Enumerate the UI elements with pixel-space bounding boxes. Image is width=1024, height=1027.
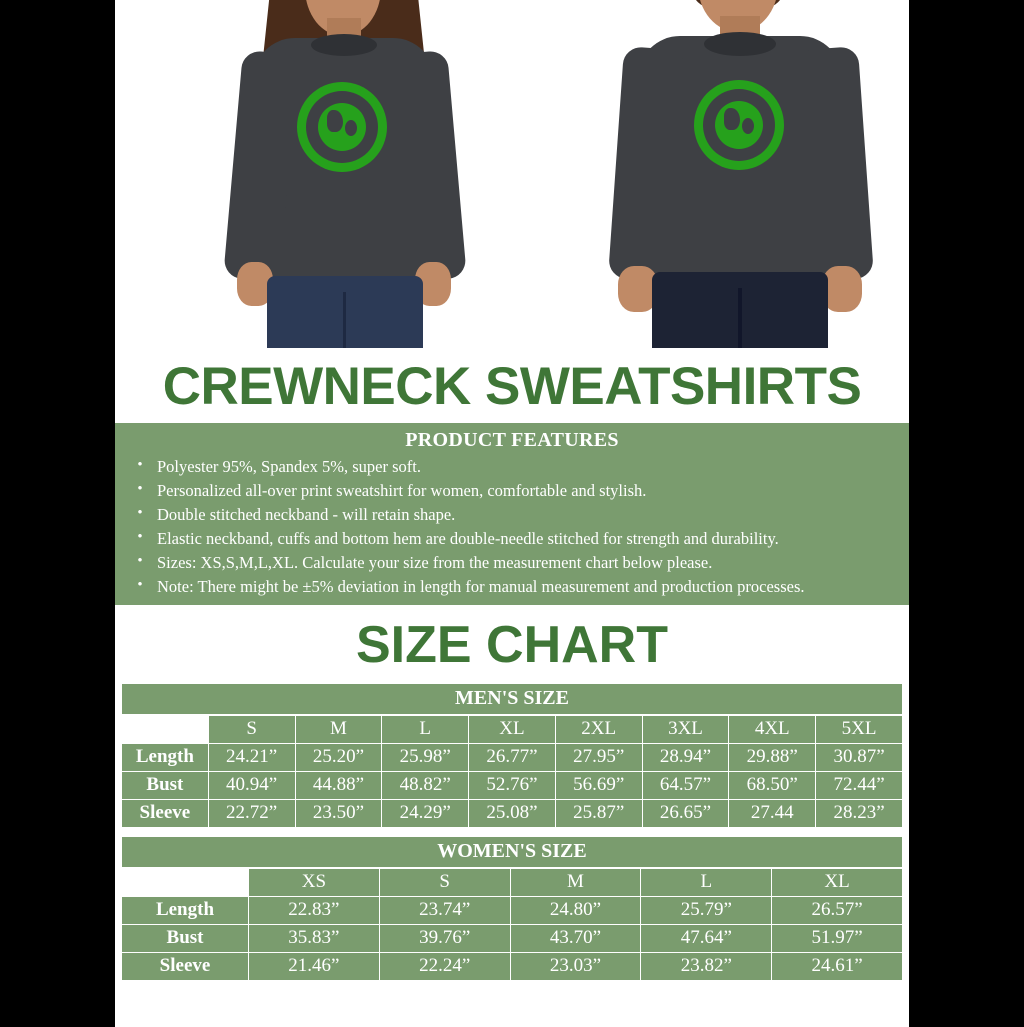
table-cell: 25.98”	[382, 743, 469, 771]
bullet-icon: •	[137, 480, 143, 497]
page-title: CREWNECK SWEATSHIRTS	[115, 348, 909, 423]
table-cell: 27.95”	[555, 743, 642, 771]
column-header: L	[641, 868, 772, 896]
table-cell: 24.61”	[772, 952, 903, 980]
feature-text: Sizes: XS,S,M,L,XL. Calculate your size from the measurement chart below please.	[157, 552, 713, 572]
table-cell: 26.77”	[469, 743, 556, 771]
model-woman-illustration	[115, 0, 512, 348]
column-header: XL	[469, 715, 556, 743]
table-cell: 52.76”	[469, 771, 556, 799]
table-cell: 24.21”	[208, 743, 295, 771]
table-cell: 22.24”	[379, 952, 510, 980]
table-cell: 23.03”	[510, 952, 641, 980]
feature-text: Personalized all-over print sweatshirt for women, comfortable and stylish.	[157, 480, 647, 500]
jeans-seam	[738, 288, 742, 348]
feature-item	[115, 479, 909, 503]
hand-right	[822, 266, 862, 312]
women-size-table	[121, 836, 903, 981]
feature-text: Polyester 95%, Spandex 5%, super soft.	[157, 457, 421, 476]
table-cell: 23.50”	[295, 799, 382, 827]
table-cell: 68.50”	[729, 771, 816, 799]
size-chart-title: SIZE CHART	[115, 605, 909, 683]
bullet-icon: •	[137, 528, 143, 545]
column-header: 4XL	[729, 715, 816, 743]
table-gap	[115, 828, 909, 836]
feature-item	[115, 455, 909, 479]
table-cell: 25.79”	[641, 896, 772, 924]
table-cell: 28.23”	[816, 799, 903, 827]
feature-item	[115, 503, 909, 527]
table-cell: 22.83”	[249, 896, 380, 924]
women-size-caption: WOMEN'S SIZE	[121, 836, 903, 868]
table-corner-cell	[122, 715, 209, 743]
men-size-table	[121, 683, 903, 828]
column-header: 3XL	[642, 715, 729, 743]
table-header-row	[122, 715, 903, 743]
table-cell: 30.87”	[816, 743, 903, 771]
row-header: Sleeve	[122, 952, 249, 980]
table-cell: 64.57”	[642, 771, 729, 799]
features-heading: PRODUCT FEATURES	[405, 429, 619, 451]
table-cell: 44.88”	[295, 771, 382, 799]
table-cell: 23.82”	[641, 952, 772, 980]
feature-item	[115, 527, 909, 551]
bullet-icon: •	[137, 576, 143, 593]
column-header: XS	[249, 868, 380, 896]
column-header: 5XL	[816, 715, 903, 743]
table-header-row	[122, 868, 903, 896]
bullet-icon: •	[137, 504, 143, 521]
logo-arc-text: L O V E T H E W O R L D	[303, 82, 387, 134]
row-header: Sleeve	[122, 799, 209, 827]
bottom-margin	[115, 981, 909, 1027]
table-cell: 47.64”	[641, 924, 772, 952]
logo-arc-text: L O V E T H E W O R L D	[700, 80, 784, 132]
photo-woman	[115, 0, 512, 348]
table-cell: 25.20”	[295, 743, 382, 771]
table-row	[122, 924, 903, 952]
table-cell: 21.46”	[249, 952, 380, 980]
column-header: XL	[772, 868, 903, 896]
table-corner-cell	[122, 868, 249, 896]
product-photos	[115, 0, 909, 348]
table-cell: 25.87”	[555, 799, 642, 827]
table-cell: 22.72”	[208, 799, 295, 827]
column-header: S	[208, 715, 295, 743]
table-cell: 29.88”	[729, 743, 816, 771]
table-cell: 24.29”	[382, 799, 469, 827]
feature-item	[115, 575, 909, 599]
table-row	[122, 771, 903, 799]
table-cell: 26.65”	[642, 799, 729, 827]
row-header: Bust	[122, 924, 249, 952]
table-row	[122, 952, 903, 980]
women-size-table-wrap	[115, 836, 909, 981]
table-cell: 56.69”	[555, 771, 642, 799]
table-cell: 28.94”	[642, 743, 729, 771]
feature-text: Double stitched neckband - will retain shape.	[157, 504, 456, 524]
table-row	[122, 799, 903, 827]
men-size-table-wrap	[115, 683, 909, 828]
table-cell: 35.83”	[249, 924, 380, 952]
poster-sheet	[115, 0, 909, 1024]
table-cell: 24.80”	[510, 896, 641, 924]
table-cell: 39.76”	[379, 924, 510, 952]
photo-man	[512, 0, 909, 348]
logo-love-the-world	[694, 80, 784, 170]
table-cell: 25.08”	[469, 799, 556, 827]
row-header: Length	[122, 896, 249, 924]
product-features-panel	[115, 423, 909, 605]
table-cell: 40.94”	[208, 771, 295, 799]
column-header: 2XL	[555, 715, 642, 743]
model-man-illustration	[512, 0, 909, 348]
column-header: L	[382, 715, 469, 743]
table-cell: 26.57”	[772, 896, 903, 924]
row-header: Bust	[122, 771, 209, 799]
feature-text: Elastic neckband, cuffs and bottom hem are double-needle stitched for strength and durability.	[157, 528, 779, 548]
feature-text: Note: There might be ±5% deviation in length for manual measurement and production processes.	[157, 576, 805, 596]
table-cell: 48.82”	[382, 771, 469, 799]
logo-love-the-world	[297, 82, 387, 172]
row-header: Length	[122, 743, 209, 771]
neckband	[704, 32, 776, 56]
table-cell: 43.70”	[510, 924, 641, 952]
table-cell: 27.44	[729, 799, 816, 827]
bullet-icon: •	[137, 457, 143, 473]
bullet-icon: •	[137, 552, 143, 569]
table-cell: 51.97”	[772, 924, 903, 952]
feature-item	[115, 551, 909, 575]
table-row	[122, 743, 903, 771]
column-header: M	[295, 715, 382, 743]
table-cell: 72.44”	[816, 771, 903, 799]
men-size-caption: MEN'S SIZE	[121, 683, 903, 715]
table-cell: 23.74”	[379, 896, 510, 924]
table-row	[122, 896, 903, 924]
column-header: M	[510, 868, 641, 896]
jeans-seam	[343, 292, 346, 348]
neckband	[311, 34, 377, 56]
column-header: S	[379, 868, 510, 896]
